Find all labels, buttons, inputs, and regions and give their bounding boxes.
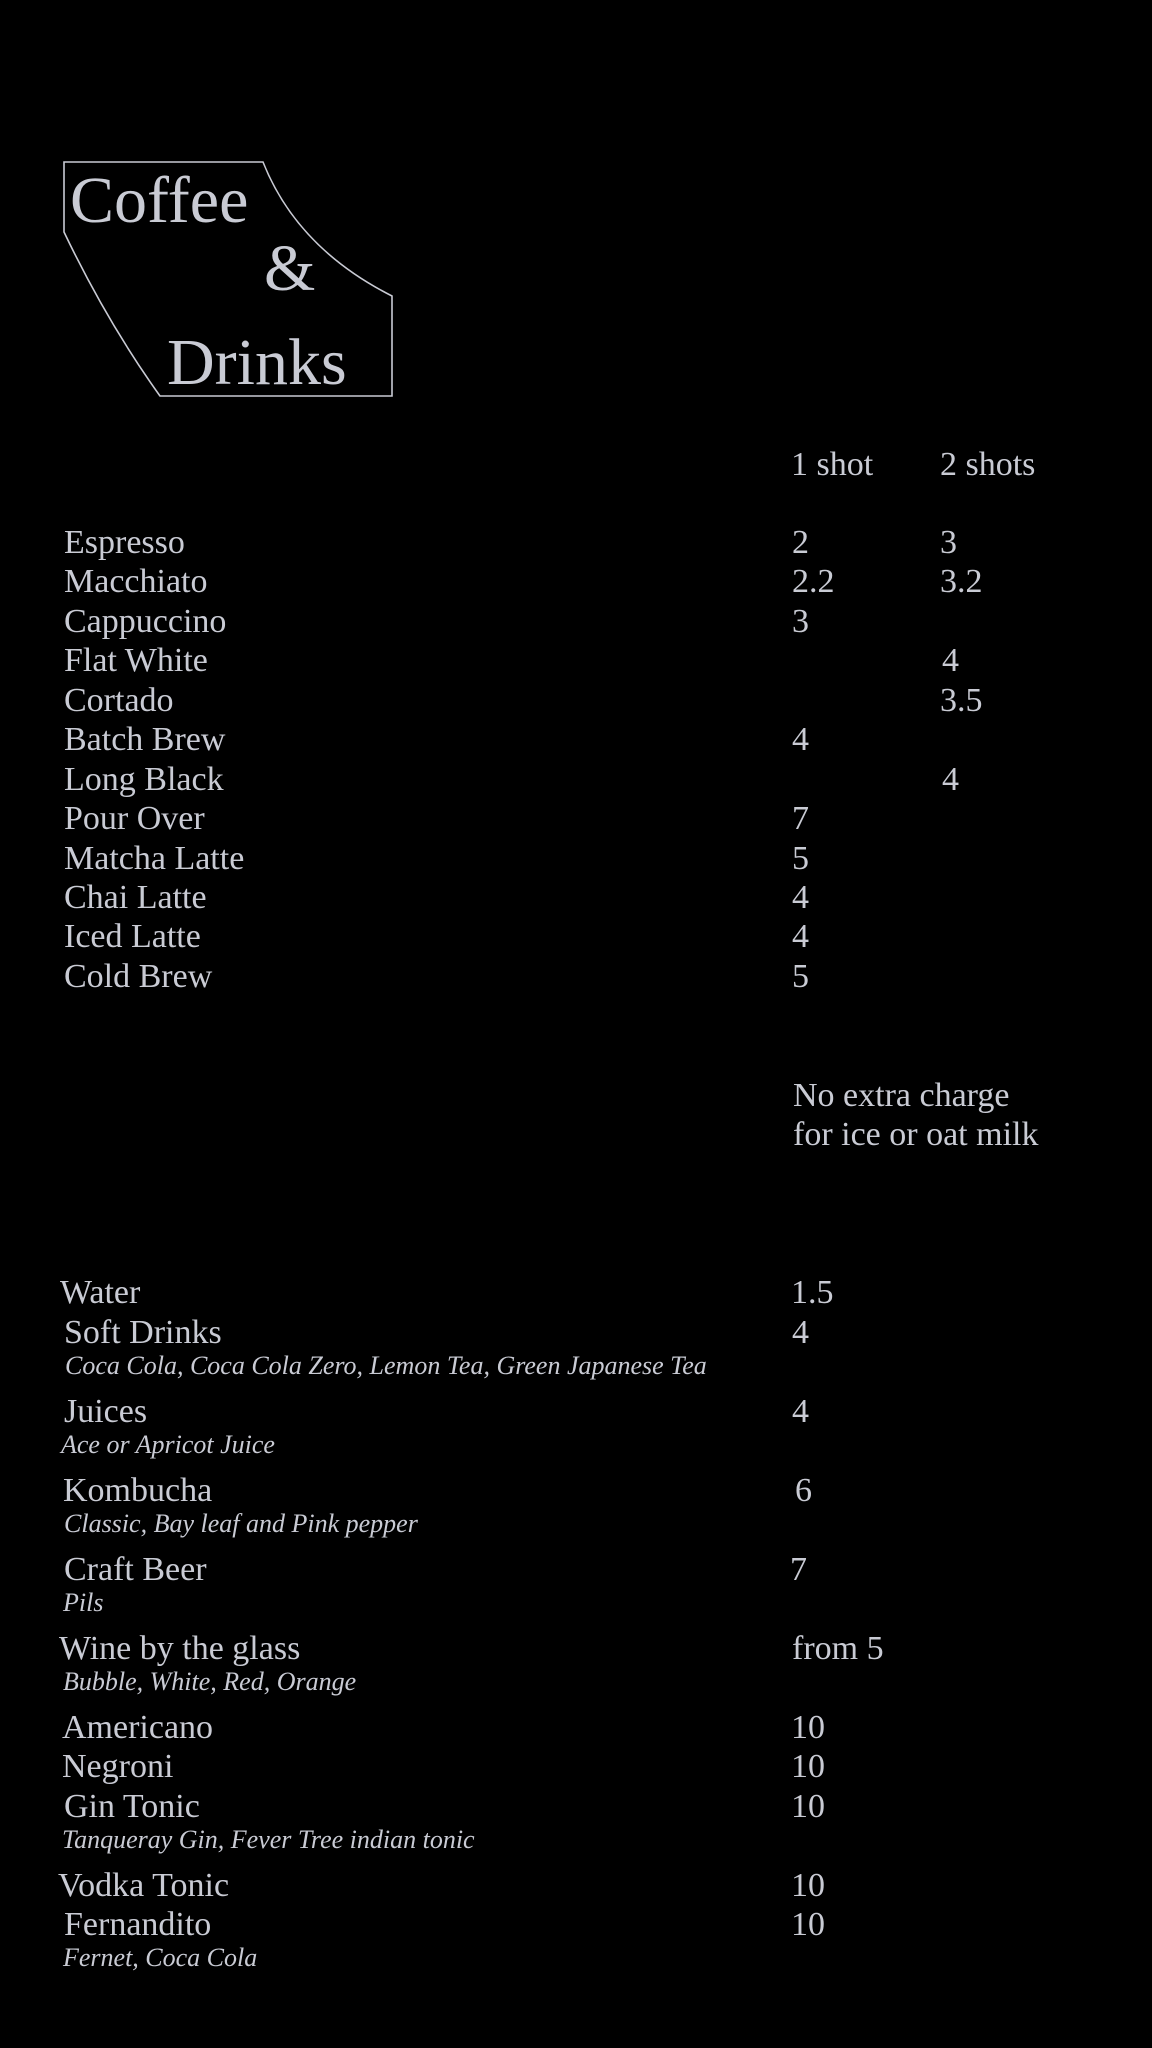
drink-row bbox=[0, 1747, 1152, 1787]
drink-price: 10 bbox=[791, 1709, 825, 1746]
coffee-name: Iced Latte bbox=[64, 918, 201, 955]
coffee-name: Espresso bbox=[64, 524, 185, 561]
coffee-price-one-shot: 3 bbox=[792, 603, 809, 640]
drink-price: 7 bbox=[790, 1551, 807, 1588]
drink-price: 1.5 bbox=[791, 1274, 834, 1311]
logo-word-drinks: Drinks bbox=[167, 326, 347, 399]
coffee-row bbox=[0, 720, 1152, 760]
coffee-row bbox=[0, 681, 1152, 721]
drink-row bbox=[0, 1629, 1152, 1696]
coffee-price-one-shot: 2 bbox=[792, 524, 809, 561]
drink-row bbox=[0, 1313, 1152, 1380]
coffee-name: Chai Latte bbox=[64, 879, 207, 916]
drink-price: 4 bbox=[792, 1314, 809, 1351]
coffee-name: Flat White bbox=[64, 642, 208, 679]
header-two-shots: 2 shots bbox=[940, 446, 1036, 483]
drink-detail: Fernet, Coca Cola bbox=[63, 1943, 258, 1972]
milk-note-line: No extra charge bbox=[793, 1077, 1010, 1114]
drink-detail: Pils bbox=[63, 1588, 104, 1617]
coffee-name: Cortado bbox=[64, 682, 174, 719]
logo-ampersand: & bbox=[264, 232, 316, 305]
drink-row bbox=[0, 1471, 1152, 1538]
coffee-price-one-shot: 7 bbox=[792, 800, 809, 837]
drink-name: Juices bbox=[64, 1393, 148, 1430]
coffee-row bbox=[0, 957, 1152, 997]
drink-price: 10 bbox=[791, 1788, 825, 1825]
drink-row bbox=[0, 1787, 1152, 1854]
drink-name: Gin Tonic bbox=[64, 1788, 200, 1825]
coffee-price-two-shots: 3.2 bbox=[940, 563, 983, 600]
drink-name: Craft Beer bbox=[64, 1551, 207, 1588]
coffee-price-two-shots: 3.5 bbox=[940, 682, 983, 719]
coffee-row bbox=[0, 878, 1152, 918]
coffee-row bbox=[0, 839, 1152, 879]
coffee-row bbox=[0, 602, 1152, 642]
coffee-price-one-shot: 4 bbox=[792, 918, 809, 955]
drink-name: Soft Drinks bbox=[64, 1314, 222, 1351]
coffee-name: Pour Over bbox=[64, 800, 205, 837]
milk-note bbox=[793, 1076, 1038, 1154]
logo bbox=[62, 160, 394, 400]
drink-detail: Tanqueray Gin, Fever Tree indian tonic bbox=[62, 1825, 475, 1854]
coffee-price-two-shots: 3 bbox=[940, 524, 957, 561]
drink-row bbox=[0, 1708, 1152, 1748]
coffee-price-one-shot: 5 bbox=[792, 958, 809, 995]
coffee-price-one-shot: 4 bbox=[792, 879, 809, 916]
drink-price: 10 bbox=[791, 1906, 825, 1943]
drink-detail: Bubble, White, Red, Orange bbox=[63, 1667, 357, 1696]
drink-name: Americano bbox=[62, 1709, 214, 1746]
coffee-row bbox=[0, 562, 1152, 602]
coffee-name: Cold Brew bbox=[64, 958, 213, 995]
drink-detail: Coca Cola, Coca Cola Zero, Lemon Tea, Green Japanese Tea bbox=[65, 1351, 707, 1380]
drink-name: Wine by the glass bbox=[59, 1630, 301, 1667]
coffee-price-two-shots: 4 bbox=[942, 761, 959, 798]
drink-price: 4 bbox=[792, 1393, 809, 1430]
drink-row bbox=[0, 1866, 1152, 1906]
drink-detail: Ace or Apricot Juice bbox=[61, 1430, 275, 1459]
drink-name: Vodka Tonic bbox=[58, 1867, 230, 1904]
coffee-price-two-shots: 4 bbox=[942, 642, 959, 679]
coffee-row bbox=[0, 760, 1152, 800]
coffee-name: Macchiato bbox=[64, 563, 208, 600]
coffee-price-one-shot: 5 bbox=[792, 840, 809, 877]
milk-note-line: for ice or oat milk bbox=[793, 1116, 1039, 1153]
drink-price: 10 bbox=[791, 1748, 825, 1785]
drink-detail: Classic, Bay leaf and Pink pepper bbox=[64, 1509, 418, 1538]
coffee-price-one-shot: 4 bbox=[792, 721, 809, 758]
drink-row bbox=[0, 1550, 1152, 1617]
drink-price: 6 bbox=[795, 1472, 812, 1509]
drink-row bbox=[0, 1392, 1152, 1459]
coffee-price-one-shot: 2.2 bbox=[792, 563, 835, 600]
drink-name: Water bbox=[60, 1274, 141, 1311]
drink-row bbox=[0, 1905, 1152, 1972]
drink-row bbox=[0, 1273, 1152, 1313]
drink-price: from 5 bbox=[792, 1630, 884, 1667]
coffee-name: Long Black bbox=[64, 761, 224, 798]
header-one-shot: 1 shot bbox=[791, 446, 874, 483]
coffee-row bbox=[0, 641, 1152, 681]
logo-word-coffee: Coffee bbox=[70, 164, 249, 237]
drink-name: Negroni bbox=[62, 1748, 174, 1785]
drink-price: 10 bbox=[791, 1867, 825, 1904]
coffee-row bbox=[0, 799, 1152, 839]
coffee-name: Cappuccino bbox=[64, 603, 227, 640]
coffee-name: Matcha Latte bbox=[64, 840, 245, 877]
coffee-name: Batch Brew bbox=[64, 721, 226, 758]
coffee-row bbox=[0, 523, 1152, 563]
coffee-row bbox=[0, 917, 1152, 957]
drink-name: Kombucha bbox=[63, 1472, 213, 1509]
drink-name: Fernandito bbox=[64, 1906, 212, 1943]
